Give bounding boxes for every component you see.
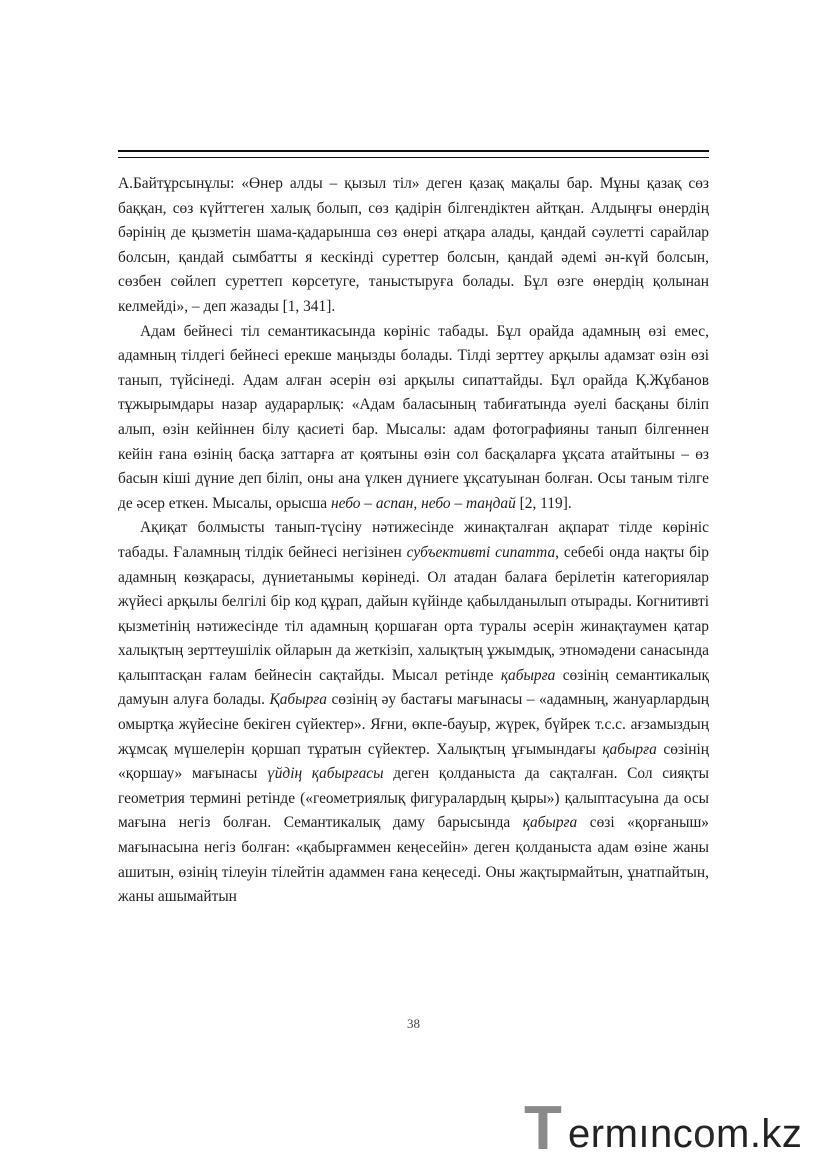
italic-term: Қабырға bbox=[269, 691, 327, 709]
italic-term: қабырға bbox=[500, 666, 556, 684]
top-rule-thick bbox=[118, 150, 709, 152]
text-run: сөзінің семантикалық дамуын алуға болады. bbox=[118, 666, 709, 709]
text-run: сөзінің «қоршау» мағынасы bbox=[118, 740, 709, 783]
text-run: А.Байтұрсынұлы: «Өнер алды – қызыл тіл» деген қазақ мақалы бар. Мұны қазақ сөз баққан, сөз күйттеген халық болып, сөз қадірін білгендіктен айтқан. Алдыңғы өнердің бәрінің де қызметін шама-қадарынша сөз өнері атқара алады, қандай сәулетті сарайлар болсын, қандай сымбатты я кескінді суреттер болсын, қандай әдемі ән-күй болсын, сөзбен сөйлеп суреттеп көрсетуге, таныстыруға болады. Бұл өзге өнердің қолынан келмейді», – деп жазады [1, 341]. bbox=[118, 175, 709, 315]
text-run: сөзінің әу бастағы мағынасы – «адамның, жануарлардың омыртқа жүйесіне бекіген сүйектер». Яғни, өкпе-бауыр, жүрек, бүйрек т.с.с. ағзамыздың жұмсақ мүшелерін қоршап тұратын сүйектер. Халықтың ұғымындағы bbox=[118, 691, 709, 758]
page-number: 38 bbox=[407, 1016, 420, 1031]
text-run: [2, 119]. bbox=[515, 494, 572, 512]
logo-text-part-1: ermınc bbox=[568, 1112, 694, 1156]
paragraph-1 bbox=[118, 172, 709, 320]
body-text bbox=[118, 172, 709, 910]
italic-term: субъективті сипатта bbox=[406, 543, 556, 561]
top-rule-thin bbox=[118, 157, 709, 158]
logo-text-o: o bbox=[693, 1112, 716, 1156]
text-run: , себебі онда нақты бір адамның көзқарасы, дүниетанымы көрінеді. Ол атадан балаға берілетін категориялар жүйесі арқылы белгілі бір код құрап, дайын күйінде қабылданылып отырады. Когнитивті қызметінің нәтижесінде тіл адамның қоршаған орта туралы әсерін жинақтаумен қатар халықтың зерттеушілік ойларын да жеткізіп, халықтың ұжымдық, этномәдени санасында қалыптасқан ғалам бейнесін сақтайды. Мысал ретінде bbox=[118, 543, 709, 684]
text-run: Адам бейнесі тіл семантикасында көрініс табады. Бұл орайда адамның өзі емес, адамның тілдегі бейнесі ерекше маңызды болады. Тілді зерттеу арқылы адамзат өзін өзі танып, түйсінеді. Адам алған әсерін өзі арқылы сипаттайды. Бұл орайда Қ.Жұбанов тұжырымдары назар аударарлық: «Адам баласының табиғатында әуелі басқаны біліп алып, өзін кейіннен білу қасиеті бар. Мысалы: адам фотографияны танып білгеннен кейін ғана өзінің басқа заттарға ат қоятыны өзін сол басқаларға ұқсата атайтыны – өз басын кіші дүние деп біліп, оны ана үлкен дүниеге ұқсатуынан болған. Осы таным тілге де әсер еткен. Мысалы, орысша bbox=[118, 322, 709, 512]
text-run: Ақиқат болмысты танып-түсіну нәтижесінде жинақталған ақпарат тілде көрініс табады. Ғаламның тілдік бейнесі негізінен bbox=[118, 519, 709, 561]
paragraph-3 bbox=[118, 516, 709, 910]
logo-text-part-2: m.kz bbox=[716, 1112, 803, 1156]
italic-term: үйдің қабырғасы bbox=[267, 765, 384, 783]
italic-term: небо – аспан, небо – таңдай bbox=[330, 494, 516, 512]
termincom-logo bbox=[524, 1094, 814, 1163]
text-run: деген қолданыста да сақталған. Сол сияқты геометрия термині ретінде («геометриялық фигуралардың қыры») қалыптасуына да осы мағына негіз болған. Семантикалық даму барысында bbox=[118, 765, 709, 832]
text-run: сөзі «қорғаныш» мағынасына негіз болған: «қабырғаммен кеңесейін» деген қолданыста адам өзіне жаны ашитын, өзінің тілеуін тілейтін адаммен ғана кеңеседі. Оны жақтырмайтын, ұнатпайтын, жаны ашымайтын bbox=[118, 814, 709, 906]
paragraph-2 bbox=[118, 320, 709, 517]
italic-term: қабырға bbox=[602, 740, 657, 758]
italic-term: қабырға bbox=[522, 814, 578, 832]
logo-letter-t: T bbox=[524, 1094, 562, 1163]
logo-text bbox=[568, 1112, 802, 1156]
